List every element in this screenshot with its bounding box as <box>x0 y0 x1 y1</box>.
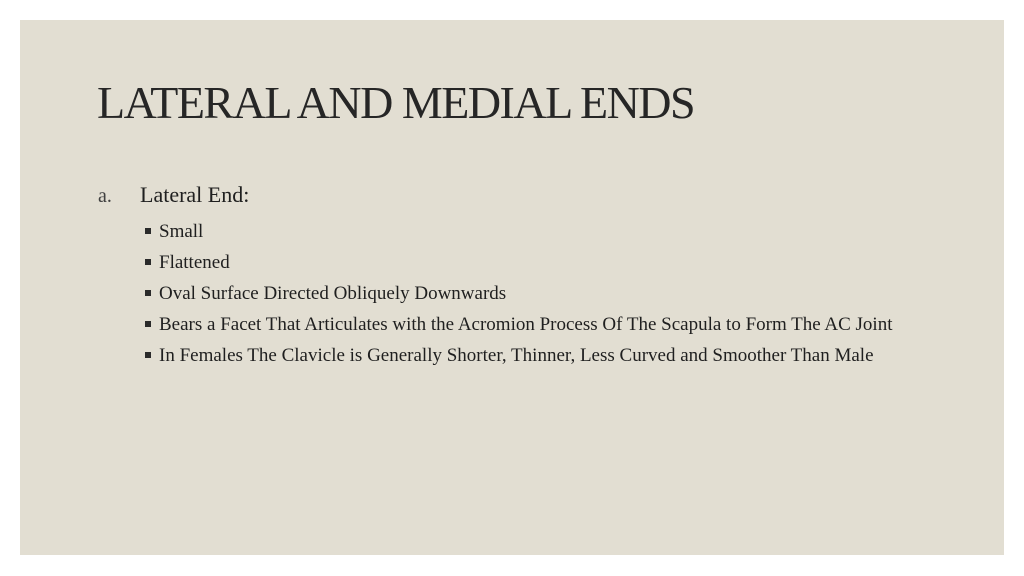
bullet-item <box>145 281 927 307</box>
bullet-text: In Females The Clavicle is Generally Shorter, Thinner, Less Curved and Smoother Than Male <box>159 345 874 366</box>
bullet-text: Flattened <box>159 252 230 273</box>
section-marker: a. <box>98 185 112 207</box>
square-bullet-icon <box>145 259 151 265</box>
square-bullet-icon <box>145 228 151 234</box>
bullet-text: Small <box>159 221 204 242</box>
section-heading: Lateral End: <box>140 182 250 207</box>
bullet-list <box>145 219 927 374</box>
square-bullet-icon <box>145 352 151 358</box>
bullet-item <box>145 250 927 276</box>
bullet-text: Oval Surface Directed Obliquely Downwards <box>159 283 507 304</box>
square-bullet-icon <box>145 321 151 327</box>
bullet-text: Bears a Facet That Articulates with the Acromion Process Of The Scapula to Form The AC Joint <box>159 314 893 335</box>
section-heading-row <box>98 184 249 206</box>
bullet-item <box>145 312 927 338</box>
square-bullet-icon <box>145 290 151 296</box>
slide-title: LATERAL AND MEDIAL ENDS <box>97 77 695 128</box>
bullet-item <box>145 343 927 369</box>
slide <box>20 20 1004 555</box>
bullet-item <box>145 219 927 245</box>
